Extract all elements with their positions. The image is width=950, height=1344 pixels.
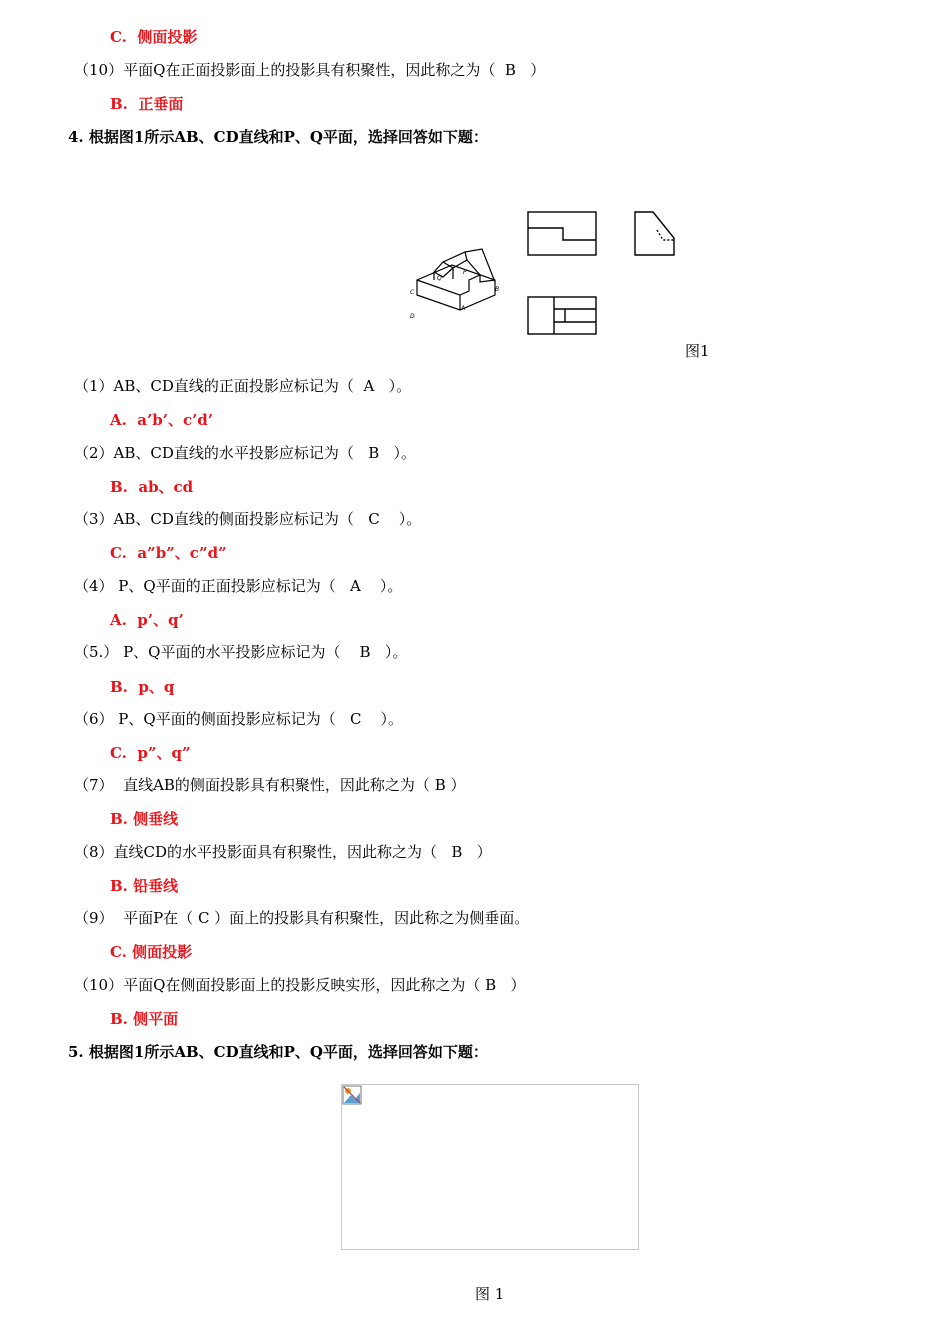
question-5: （5.） P、Q平面的水平投影应标记为（ B ）。 [74,643,408,661]
question-8: （8）直线CD的水平投影面具有积聚性，因此称之为（ B ） [74,843,492,861]
broken-image-icon [342,1085,362,1105]
label-q: Q [437,275,442,282]
top-view [528,297,596,334]
figure-1-caption: 图1 [685,342,710,360]
answer-b-front-vertical: B. 正垂面 [110,95,184,113]
answer-8: B. 铅垂线 [110,877,179,895]
question-7: （7） 直线AB的侧面投影具有积聚性，因此称之为（ B ） [74,776,466,794]
front-view [528,212,596,255]
question-10: （10）平面Q在侧面投影面上的投影反映实形，因此称之为（ B ） [74,976,526,994]
section-4-heading: 4. 根据图1所示AB、CD直线和P、Q平面，选择回答如下题： [68,128,488,146]
answer-9: C. 侧面投影 [110,943,193,961]
question-10-plane-q-front: （10）平面Q在正面投影面上的投影具有积聚性，因此称之为（ B ） [74,61,546,79]
answer-c-side-projection: C. 侧面投影 [110,28,198,46]
label-a: A [461,305,466,312]
label-d: D [410,313,415,320]
answer-3: C. a”b”、c”d” [110,544,227,562]
label-b: B [495,286,500,293]
question-6: （6） P、Q平面的侧面投影应标记为（ C ）。 [74,710,404,728]
question-3: （3）AB、CD直线的侧面投影应标记为（ C ）。 [74,510,422,528]
answer-5: B. p、q [110,678,175,696]
question-4: （4） P、Q平面的正面投影应标记为（ A ）。 [74,577,403,595]
question-9: （9） 平面P在（ C ）面上的投影具有积聚性，因此称之为侧垂面。 [74,909,530,927]
section-5-heading: 5. 根据图1所示AB、CD直线和P、Q平面，选择回答如下题： [68,1043,488,1061]
broken-image-placeholder [341,1084,639,1250]
isometric-view [417,249,495,310]
answer-4: A. p’、q’ [110,611,184,629]
answer-6: C. p”、q” [110,744,191,762]
answer-2: B. ab、cd [110,478,194,496]
figure-1-caption-bottom: 图 1 [475,1285,505,1303]
answer-7: B. 侧垂线 [110,810,179,828]
side-view [635,212,674,255]
answer-1: A. a’b’、c’d’ [110,411,214,429]
answer-10: B. 侧平面 [110,1010,179,1028]
label-c: C [410,289,415,296]
question-2: （2）AB、CD直线的水平投影应标记为（ B ）。 [74,444,417,462]
label-p: P [463,269,467,276]
figure-1-drawing [405,200,705,345]
question-1: （1）AB、CD直线的正面投影应标记为（ A ）。 [74,377,412,395]
